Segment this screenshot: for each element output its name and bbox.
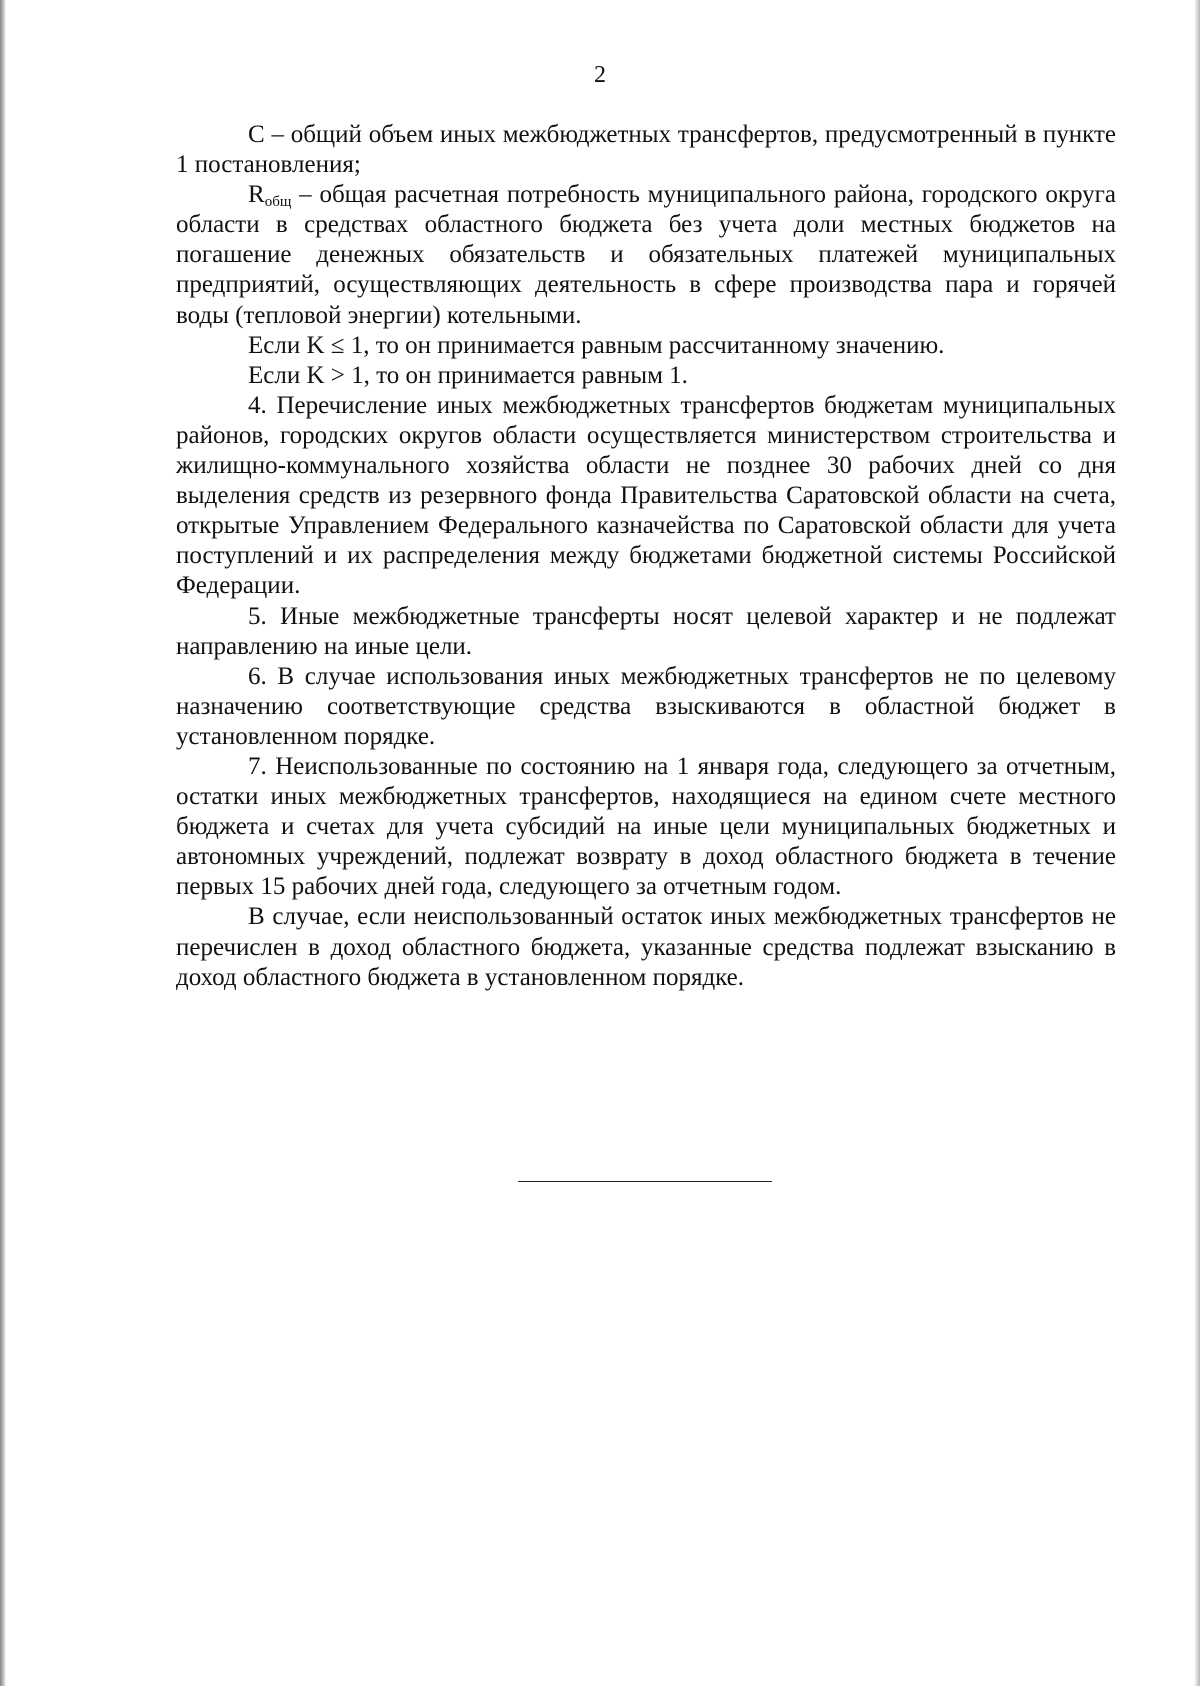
- document-body: [176, 120, 1116, 993]
- page-number: 2: [594, 62, 606, 88]
- paragraph-c-definition: C – общий объем иных межбюджетных трансфертов, предусмотренный в пункте 1 постановления;: [176, 121, 1116, 179]
- r-total-text: – общая расчетная потребность муниципального района, городского округа области в средствах областного бюджета без учета доли местных бюджетов на погашение денежных обязательств и обязательных платежей муниципальных предприятий, осуществляющих деятельность в сфере производства пара и горячей воды (тепловой энергии) котельными.: [176, 181, 1116, 329]
- paragraph-unused-remainder: В случае, если неиспользованный остаток иных межбюджетных трансфертов не перечислен в доход областного бюджета, указанные средства подлежат взысканию в доход областного бюджета в установленном порядке.: [176, 903, 1116, 991]
- paragraph-item-7: 7. Неиспользованные по состоянию на 1 января года, следующего за отчетным, остатки иных межбюджетных трансфертов, находящиеся на едином счете местного бюджета и счетах для учета субсидий на иные цели муниципальных бюджетных и автономных учреждений, подлежат возврату в доход областного бюджета в течение первых 15 рабочих дней года, следующего за отчетным годом.: [176, 752, 1116, 901]
- r-total-subscript: общ: [264, 194, 292, 211]
- scan-edge-right: [1194, 0, 1200, 1686]
- paragraph-k-gt-1: Если K > 1, то он принимается равным 1.: [248, 361, 688, 389]
- paragraph-k-le-1: Если K ≤ 1, то он принимается равным рассчитанному значению.: [248, 331, 945, 359]
- paragraph-item-5: 5. Иные межбюджетные трансферты носят целевой характер и не подлежат направлению на иные цели.: [176, 602, 1116, 660]
- paragraph-item-6: 6. В случае использования иных межбюджетных трансфертов не по целевому назначению соответствующие средства взыскиваются в областной бюджет в установленном порядке.: [176, 662, 1116, 750]
- paragraph-item-4: 4. Перечисление иных межбюджетных трансфертов бюджетам муниципальных районов, городских округов области осуществляется министерством строительства и жилищно-коммунального хозяйства области не позднее 30 рабочих дней со дня выделения средств из резервного фонда Правительства Саратовской области на счета, открытые Управлением Федерального казначейства по Саратовской области для учета поступлений и их распределения между бюджетами бюджетной системы Российской Федерации.: [176, 391, 1116, 600]
- scan-edge-left: [0, 0, 6, 1686]
- paragraph-r-total-definition: [176, 180, 1116, 330]
- r-total-symbol: R: [248, 181, 265, 209]
- end-of-document-rule: [518, 1181, 772, 1182]
